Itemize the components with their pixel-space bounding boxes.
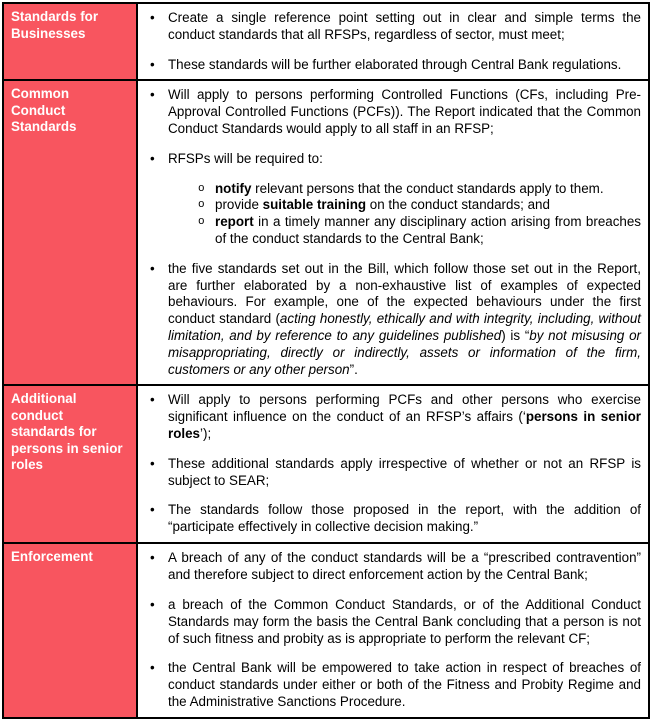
text-segment: a breach of the Common Conduct Standards, or of the Additional Conduct Standards may form the basis the Central Bank concluding that a person is not of such fitness and probity as is appropriate to perform the relevant CF; bbox=[168, 596, 641, 646]
text-segment: RFSPs will be required to: bbox=[168, 150, 323, 166]
bullet-text bbox=[168, 502, 641, 536]
text-segment: suitable training bbox=[262, 197, 367, 213]
text-segment: persons in senior roles bbox=[168, 409, 641, 441]
table-row bbox=[3, 543, 649, 717]
row-header-text: Enforcement bbox=[11, 549, 93, 565]
bullet-marker: • bbox=[150, 550, 155, 566]
bullet-text bbox=[168, 660, 641, 710]
bullet-text bbox=[168, 456, 641, 490]
bullet-marker: • bbox=[150, 150, 155, 166]
bullet-marker: • bbox=[150, 596, 155, 612]
text-segment: ’); bbox=[200, 425, 212, 441]
bullet-marker: o bbox=[198, 216, 205, 229]
table-row bbox=[3, 385, 649, 543]
text-segment: A breach of any of the conduct standards will be a “prescribed contravention” and therefore subject to direct enforcement action by the Central Bank; bbox=[168, 550, 641, 583]
row-header-text: Additional conduct standards for persons in senior roles bbox=[11, 391, 123, 473]
row-header-text: Common Conduct Standards bbox=[11, 86, 77, 135]
text-segment: the Central Bank will be empowered to take action in respect of breaches of conduct standards under either or both of the Fitness and Probity Regime and the Administrative Sanctions Procedure. bbox=[168, 660, 641, 709]
bullet-marker: • bbox=[150, 660, 155, 676]
text-segment: These additional standards apply irrespective of whether or not an RFSP is subject to SEAR; bbox=[168, 455, 641, 488]
bullet-item bbox=[145, 151, 641, 168]
bullet-text bbox=[168, 392, 641, 442]
text-segment: Will apply to persons performing Controlled Functions (CFs, including Pre-Approval Controlled Functions (PCFs)). The Report indicated that the Common Conduct Standards would apply to all staff in an RFSP; bbox=[168, 87, 641, 136]
bullet-item bbox=[145, 550, 641, 584]
text-segment: ) is “ bbox=[501, 327, 530, 343]
bullet-item bbox=[145, 660, 641, 710]
text-segment: ”. bbox=[349, 361, 358, 377]
bullet-text bbox=[168, 550, 641, 584]
row-header-cell bbox=[3, 385, 137, 543]
text-segment: acting honestly, ethically and with integrity, including, without limitation, and by reference to any guidelines published bbox=[168, 311, 641, 343]
bullet-text bbox=[168, 57, 641, 74]
text-segment: in a timely manner any disciplinary action arising from breaches of the conduct standards to the Central Bank; bbox=[215, 214, 641, 246]
table-row bbox=[3, 80, 649, 385]
bullet-marker: o bbox=[198, 199, 205, 212]
bullet-item bbox=[145, 261, 641, 379]
bullet-marker: • bbox=[150, 10, 155, 25]
text-segment: relevant persons that the conduct standards apply to them. bbox=[251, 180, 604, 196]
text-segment: These standards will be further elaborated through Central Bank regulations. bbox=[168, 56, 622, 72]
text-segment: by not misusing or misappropriating, directly or indirectly, assets or information of the firm, customers or any other person bbox=[168, 327, 642, 377]
bullet-marker: • bbox=[150, 87, 155, 103]
bullet-text bbox=[168, 597, 641, 647]
text-segment: Create a single reference point setting out in clear and simple terms the conduct standards that all RFSPs, regardless of sector, must meet; bbox=[168, 10, 641, 42]
row-content-cell bbox=[137, 543, 649, 717]
text-segment: notify bbox=[215, 180, 252, 196]
row-header-cell bbox=[3, 80, 137, 385]
bullet-marker: • bbox=[150, 392, 155, 408]
row-header-cell bbox=[3, 543, 137, 717]
bullet-item bbox=[145, 57, 641, 74]
bullet-marker: o bbox=[198, 182, 205, 195]
table-row bbox=[3, 3, 649, 80]
row-header-cell bbox=[3, 3, 137, 80]
row-content-cell bbox=[137, 3, 649, 80]
sub-bullet-item bbox=[145, 197, 641, 214]
sub-bullet-item bbox=[145, 181, 641, 198]
text-segment: the five standards set out in the Bill, which follow those set out in the Report, are further elaborated by a non-exhaustive list of examples of expected behaviours. For example, one of the expected behaviours under the first conduct standard ( bbox=[168, 260, 641, 327]
text-segment: report bbox=[215, 214, 254, 230]
conduct-standards-table-body bbox=[3, 3, 649, 718]
bullet-text bbox=[168, 151, 641, 168]
bullet-text bbox=[215, 181, 641, 198]
bullet-item bbox=[145, 87, 641, 137]
bullet-item bbox=[145, 597, 641, 647]
bullet-marker: • bbox=[150, 502, 155, 518]
bullet-marker: • bbox=[150, 455, 155, 471]
bullet-text bbox=[215, 214, 641, 248]
bullet-item bbox=[145, 502, 641, 536]
conduct-standards-table bbox=[2, 2, 650, 719]
bullet-marker: • bbox=[150, 56, 155, 72]
bullet-item bbox=[145, 392, 641, 442]
row-content-cell bbox=[137, 385, 649, 543]
bullet-item bbox=[145, 10, 641, 44]
bullet-text bbox=[215, 197, 641, 214]
text-segment: Will apply to persons performing PCFs and other persons who exercise significant influence on the conduct of an RFSP’s affairs (‘ bbox=[168, 392, 641, 425]
bullet-text bbox=[168, 87, 641, 137]
sub-bullet-item bbox=[145, 214, 641, 248]
row-header-text: Standards for Businesses bbox=[11, 9, 99, 41]
document-page bbox=[2, 2, 650, 719]
text-segment: The standards follow those proposed in the report, with the addition of “participate effectively in collective decision making.” bbox=[168, 502, 641, 535]
bullet-marker: • bbox=[150, 260, 155, 276]
row-content-cell bbox=[137, 80, 649, 385]
bullet-item bbox=[145, 456, 641, 490]
text-segment: on the conduct standards; and bbox=[366, 197, 550, 213]
bullet-text bbox=[168, 10, 641, 44]
bullet-text bbox=[168, 261, 641, 379]
text-segment: provide bbox=[215, 197, 263, 213]
